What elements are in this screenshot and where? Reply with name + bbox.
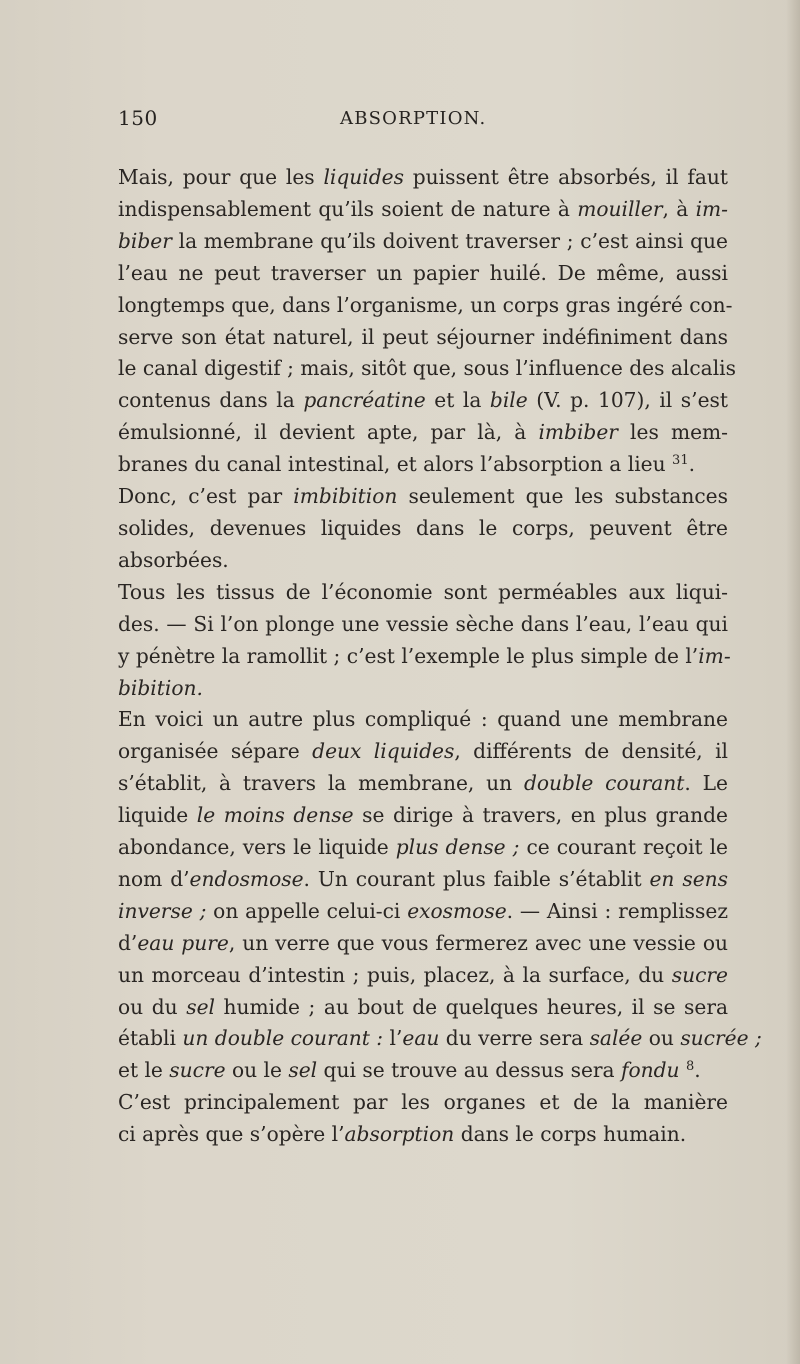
text-run: indispensablement qu’ils soient de nature à	[118, 196, 578, 221]
text-run: .	[694, 1058, 701, 1083]
text-line	[118, 832, 728, 864]
italic-term: fondu	[621, 1058, 680, 1083]
italic-term: exosmose	[407, 898, 507, 923]
text-run: se dirige à travers, en plus grande	[353, 803, 728, 828]
text-run: ou	[642, 1026, 681, 1051]
text-run: émulsionné, il devient apte, par là, à	[118, 420, 539, 445]
text-line	[118, 673, 728, 705]
text-line	[118, 928, 728, 960]
text-line	[118, 162, 728, 194]
italic-term: en sens	[649, 866, 728, 891]
text-run: ou le	[225, 1058, 289, 1083]
text-run: puissent être absorbés, il faut	[403, 165, 728, 189]
italic-term: plus dense ;	[395, 835, 520, 860]
italic-term: im-	[698, 643, 731, 668]
text-line	[118, 609, 728, 641]
text-run: , différents de densité, il	[454, 739, 729, 764]
text-line	[118, 226, 728, 258]
text-run: solides, devenues liquides dans le corps, peuvent être	[118, 515, 728, 540]
italic-term: le moins dense	[196, 803, 354, 828]
text-line	[118, 353, 736, 385]
text-run: liquide	[118, 803, 197, 828]
text-run: Mais, pour que les	[118, 165, 324, 189]
text-run: (V. p. 107), il s’est	[527, 388, 728, 413]
italic-term: double courant	[523, 771, 685, 796]
italic-term: sucrée ;	[680, 1026, 762, 1051]
text-line	[118, 896, 728, 928]
text-run: .	[688, 452, 696, 477]
text-line	[118, 385, 728, 417]
text-run: Tous les tissus de l’économie sont perméables aux liqui-	[118, 579, 728, 604]
italic-term: un double courant :	[182, 1026, 384, 1051]
italic-term: sucre	[169, 1058, 226, 1083]
text-line	[118, 481, 728, 513]
text-run: dans le corps humain.	[454, 1122, 687, 1147]
text-run: abondance, vers le liquide	[118, 835, 396, 860]
text-line	[118, 258, 728, 290]
text-run: absorbées.	[118, 547, 229, 572]
text-run: longtemps que, dans l’organisme, un corps gras ingéré con-	[118, 292, 733, 317]
text-run: . Le	[684, 771, 728, 796]
italic-term: inverse ;	[118, 898, 207, 923]
page-number: 150	[118, 106, 158, 130]
text-run: établi	[118, 1026, 183, 1051]
text-line	[118, 322, 728, 354]
italic-term: bibition.	[118, 675, 203, 700]
text-line	[118, 417, 728, 449]
text-run: d’	[118, 930, 138, 955]
text-run: ci après que s’opère l’	[118, 1122, 345, 1147]
text-run: organisée sépare	[118, 739, 313, 764]
italic-term: imbibition	[293, 484, 398, 509]
italic-term: sel	[288, 1058, 318, 1083]
text-run: , un verre que vous fermerez avec une vessie ou	[228, 930, 728, 955]
text-line	[118, 864, 728, 896]
text-run: humide ; au bout de quelques heures, il se sera	[214, 994, 728, 1019]
text-line	[118, 736, 728, 768]
italic-term: absorption	[344, 1122, 455, 1147]
text-run: seulement que les substances	[397, 484, 728, 509]
text-run: s’établit, à travers la membrane, un	[118, 771, 524, 796]
text-line	[118, 513, 728, 545]
text-run: l’	[383, 1026, 403, 1051]
body-text	[118, 162, 762, 1151]
text-line	[118, 641, 731, 673]
italic-term: im-	[695, 196, 728, 221]
text-run: qui se trouve au dessus sera	[317, 1058, 621, 1083]
text-line	[118, 577, 728, 609]
text-line	[118, 290, 733, 322]
italic-term: sel	[186, 994, 215, 1019]
text-line	[118, 960, 728, 992]
text-run: ce courant reçoit le	[519, 835, 728, 860]
italic-term: liquides	[323, 165, 404, 189]
text-line	[118, 1055, 728, 1087]
text-run: . — Ainsi : remplissez	[506, 898, 728, 923]
text-run: la membrane qu’ils doivent traverser ; c’est ainsi que	[171, 228, 728, 253]
text-run: serve son état naturel, il peut séjourner indéfiniment dans	[118, 324, 728, 349]
text-run: nom d’	[118, 866, 190, 891]
page-header	[118, 102, 726, 134]
text-run: En voici un autre plus compliqué : quand une membrane	[118, 707, 728, 732]
text-run: ou du	[118, 994, 187, 1019]
text-run: et le	[118, 1058, 170, 1083]
text-run: et la	[425, 388, 490, 413]
italic-term: deux liquides	[312, 739, 455, 764]
text-line	[118, 1023, 762, 1055]
footnote-ref: 31	[672, 453, 689, 469]
text-line	[118, 1087, 728, 1119]
text-run: un morceau d’intestin ; puis, placez, à la surface, du	[118, 962, 672, 987]
text-line	[118, 704, 728, 736]
italic-term: imbiber	[538, 420, 618, 445]
text-run: , à	[662, 196, 696, 221]
text-line	[118, 992, 728, 1024]
italic-term: mouiller	[577, 196, 663, 221]
running-title: ABSORPTION.	[340, 108, 487, 129]
italic-term: biber	[118, 228, 172, 253]
text-line	[118, 768, 728, 800]
text-line	[118, 449, 728, 481]
text-run: on appelle celui-ci	[206, 898, 408, 923]
text-run: y pénètre la ramollit ; c’est l’exemple le plus simple de l’	[118, 643, 699, 668]
text-run: l’eau ne peut traverser un papier huilé. De même, aussi	[118, 260, 728, 285]
italic-term: pancréatine	[303, 388, 426, 413]
text-run: Donc, c’est par	[118, 484, 294, 509]
text-line	[118, 1119, 728, 1151]
italic-term: eau pure	[137, 930, 229, 955]
text-line	[118, 194, 728, 226]
text-line	[118, 545, 728, 577]
text-run: C’est principalement par les organes et de la manière	[118, 1090, 728, 1115]
italic-term: eau	[402, 1026, 440, 1051]
text-run: branes du canal intestinal, et alors l’absorption a lieu	[118, 452, 673, 477]
text-run: le canal digestif ; mais, sitôt que, sous l’influence des alcalis	[118, 356, 736, 381]
italic-term: salée	[589, 1026, 643, 1051]
text-run: contenus dans la	[118, 388, 304, 413]
text-run: les mem-	[617, 420, 728, 445]
text-run: du verre sera	[439, 1026, 590, 1051]
page-edge-shadow	[786, 0, 800, 1364]
text-line	[118, 800, 728, 832]
text-run: des. — Si l’on plonge une vessie sèche dans l’eau, l’eau qui	[118, 611, 728, 636]
footnote-ref: 8	[685, 1059, 695, 1075]
italic-term: endosmose	[189, 866, 304, 891]
italic-term: bile	[489, 388, 528, 413]
text-run: . Un courant plus faible s’établit	[303, 866, 650, 891]
italic-term: sucre	[671, 962, 728, 987]
